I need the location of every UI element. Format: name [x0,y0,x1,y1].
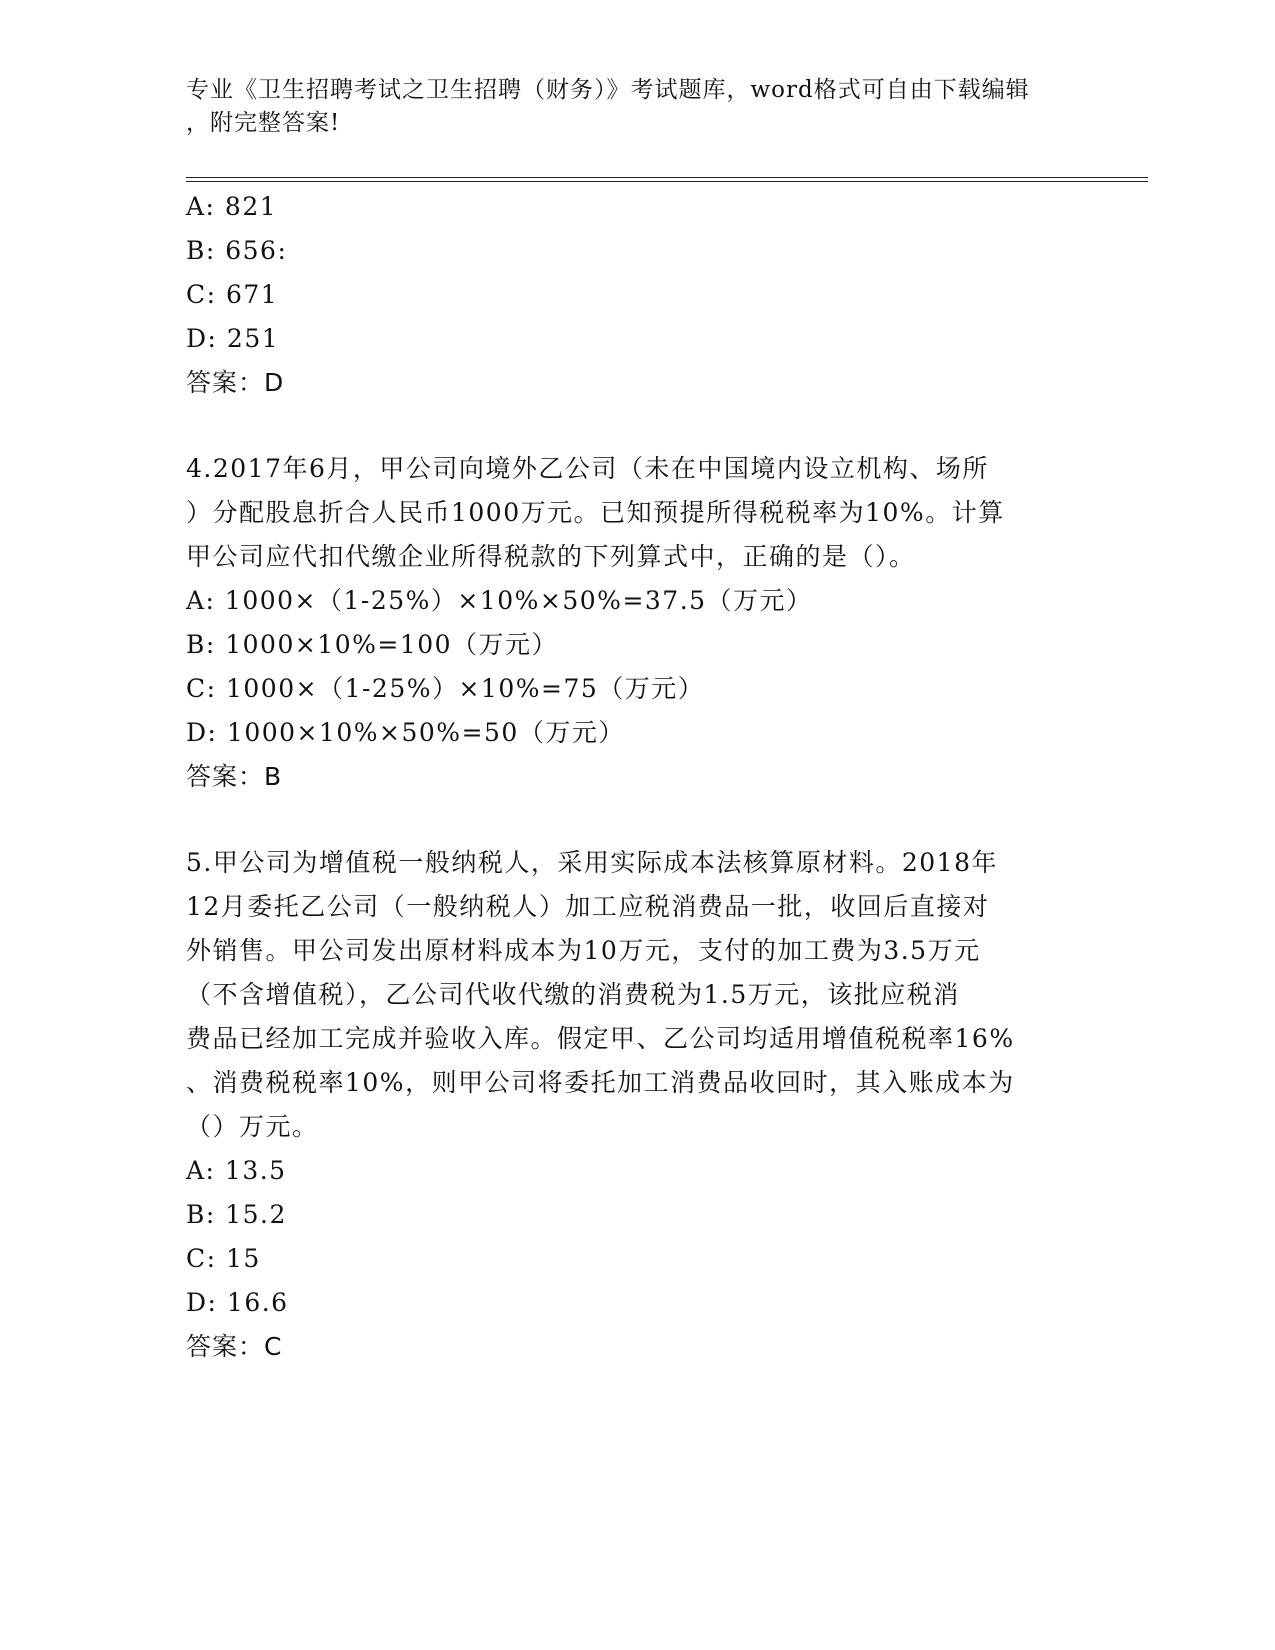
q5-stem-line-6: 、消费税税率10%，则甲公司将委托加工消费品收回时，其入账成本为 [186,1068,1015,1097]
q4-option-a: A: 1000×（1-25%）×10%×50%=37.5（万元） [186,586,813,615]
q4-stem-line-3: 甲公司应代扣代缴企业所得税款的下列算式中，正确的是（）。 [186,542,916,571]
q4-option-d: D: 1000×10%×50%=50（万元） [186,718,625,747]
document-header [186,74,1066,140]
q3-option-c: C: 671 [186,280,279,309]
q4-option-b: B: 1000×10%=100（万元） [186,630,559,659]
header-title-line-1: 专业《卫生招聘考试之卫生招聘（财务）》考试题库，word格式可自由下载编辑 [186,77,1030,103]
q5-answer: 答案：C [186,1332,283,1361]
q5-option-b: B: 15.2 [186,1200,287,1229]
q4-answer: 答案：B [186,762,283,791]
header-rule-bottom [186,181,1148,182]
q5-stem-line-7: （）万元。 [186,1112,319,1141]
q5-stem-line-1: 5.甲公司为增值税一般纳税人，采用实际成本法核算原材料。2018年 [186,848,998,877]
q5-stem-line-5: 费品已经加工完成并验收入库。假定甲、乙公司均适用增值税税率16% [186,1024,1015,1053]
header-rule-top [186,177,1148,178]
q3-option-a: A: 821 [186,192,278,221]
q3-answer: 答案：D [186,368,285,397]
q4-stem-line-1: 4.2017年6月，甲公司向境外乙公司（未在中国境内设立机构、场所 [186,454,989,483]
q4-option-c: C: 1000×（1-25%）×10%=75（万元） [186,674,705,703]
header-title-line-2: ，附完整答案! [186,110,341,136]
q5-option-d: D: 16.6 [186,1288,289,1317]
q5-option-a: A: 13.5 [186,1156,287,1185]
q3-option-b: B: 656: [186,236,288,265]
q5-stem-line-2: 12月委托乙公司（一般纳税人）加工应税消费品一批，收回后直接对 [186,892,990,921]
q5-stem-line-4: （不含增值税），乙公司代收代缴的消费税为1.5万元，该批应税消 [186,980,960,1009]
q3-option-d: D: 251 [186,324,280,353]
q4-stem-line-2: ）分配股息折合人民币1000万元。已知预提所得税税率为10%。计算 [186,498,1005,527]
q5-option-c: C: 15 [186,1244,261,1273]
q5-stem-line-3: 外销售。甲公司发出原材料成本为10万元，支付的加工费为3.5万元 [186,936,981,965]
